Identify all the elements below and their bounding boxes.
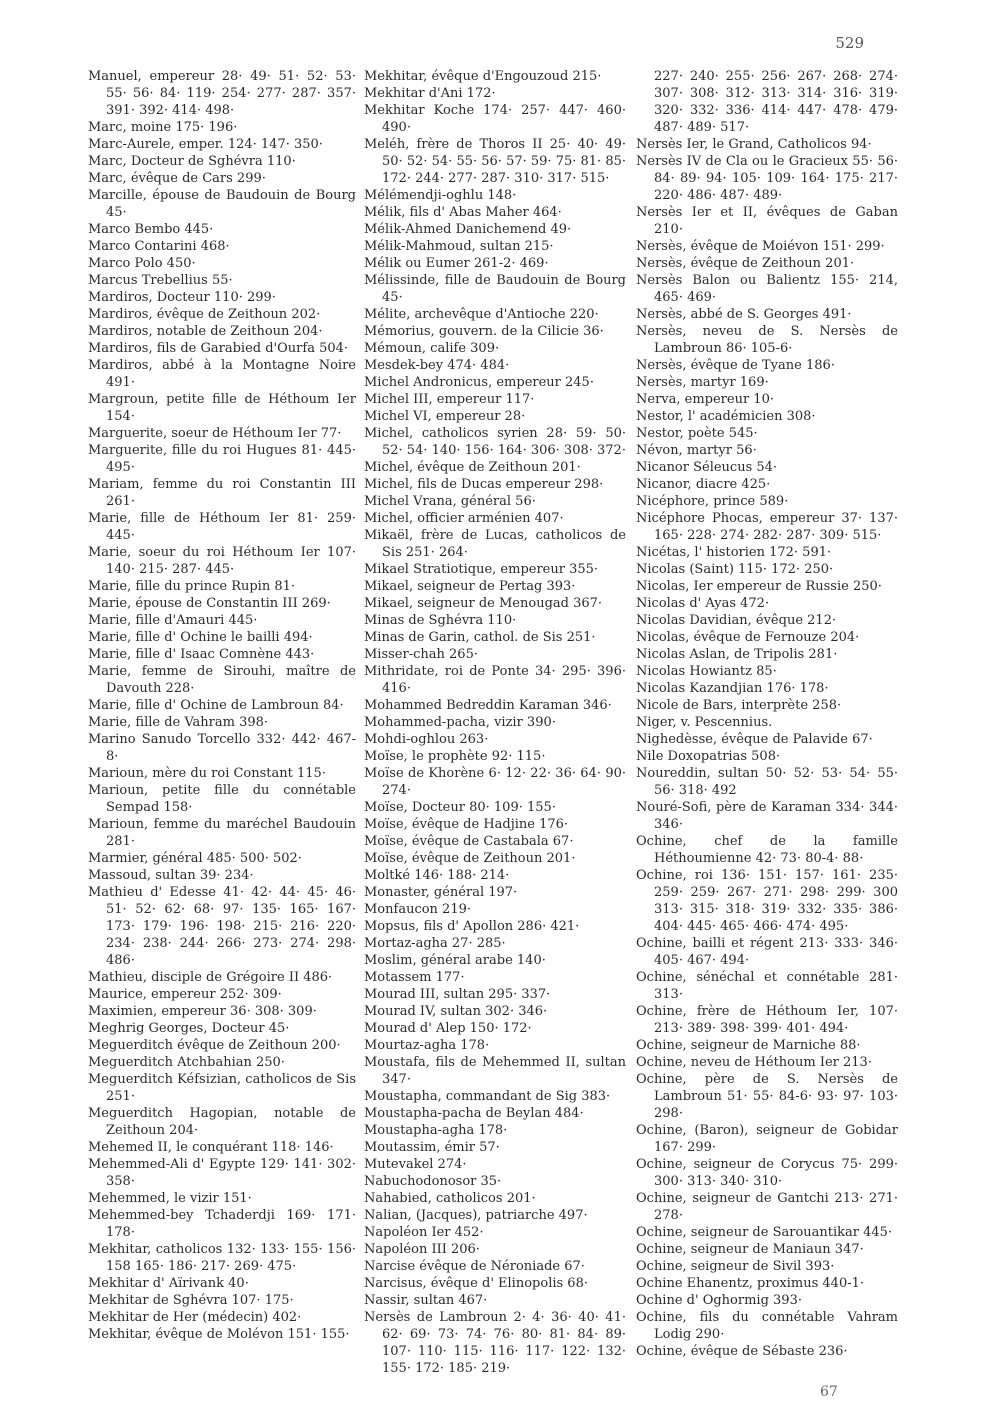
index-entry: Nicolas (Saint) 115· 172· 250· xyxy=(636,562,834,577)
index-entry: Maximien, empereur 36· 308· 309· xyxy=(88,1004,317,1019)
index-entry: Narcisus, évêque d' Elinopolis 68· xyxy=(364,1276,588,1291)
index-entry: Mohammed-pacha, vizir 390· xyxy=(364,715,556,730)
index-entry: Marc, évêque de Cars 299· xyxy=(88,171,266,186)
index-entry: Ochine, seigneur de Gantchi 213· 271· 278· xyxy=(636,1191,898,1223)
index-entry: Marc, moine 175· 196· xyxy=(88,120,238,135)
index-entry: Ochine Ehanentz, proximus 440-1· xyxy=(636,1276,865,1291)
index-entry: Monaster, général 197· xyxy=(364,885,518,900)
index-entry: Mithridate, roi de Ponte 34· 295· 396· 416· xyxy=(364,664,626,696)
index-entry: Ochine, seigneur de Maniaun 347· xyxy=(636,1242,864,1257)
index-entry: Nerva, empereur 10· xyxy=(636,392,774,407)
index-entry: Marcus Trebellius 55· xyxy=(88,273,233,288)
index-entry: Mikael, seigneur de Pertag 393· xyxy=(364,579,576,594)
index-entry: Marco Contarini 468· xyxy=(88,239,230,254)
index-entry: Mutevakel 274· xyxy=(364,1157,467,1172)
index-entry: 227· 240· 255· 256· 267· 268· 274· 307· 308· 312· 313· 314· 316· 319· 320· 332· 336· 414· 447· 478· 479· 487· 489· 517· xyxy=(654,69,898,135)
index-entry: Napoléon Ier 452· xyxy=(364,1225,484,1240)
index-entry: Marmier, général 485· 500· 502· xyxy=(88,851,302,866)
index-entry: Nestor, l' académicien 308· xyxy=(636,409,816,424)
index-entry: Mohammed Bedreddin Karaman 346· xyxy=(364,698,612,713)
index-entry: Mélik-Mahmoud, sultan 215· xyxy=(364,239,554,254)
index-entry: Moustapha, commandant de Sig 383· xyxy=(364,1089,611,1104)
index-entry: Marie, fille d' Ochine le bailli 494· xyxy=(88,630,313,645)
index-entry: Marino Sanudo Torcello 332· 442· 467-8· xyxy=(88,732,356,764)
index-entry: Ochine, fils du connétable Vahram Lodig 290· xyxy=(636,1310,898,1342)
index-entry: Nersès, évêque de Moiévon 151· 299· xyxy=(636,239,885,254)
index-entry: Nicolas d' Ayas 472· xyxy=(636,596,770,611)
index-entry: Noureddin, sultan 50· 52· 53· 54· 55· 56· 318· 492 xyxy=(636,766,898,798)
index-entry: Marioun, femme du maréchel Baudouin 281· xyxy=(88,817,356,849)
index-entry: Moustafa, fils de Mehemmed II, sultan 347· xyxy=(364,1055,626,1087)
index-entry: Minas de Sghévra 110· xyxy=(364,613,517,628)
index-entry: Mekhitar Koche 174· 257· 447· 460· 490· xyxy=(364,103,626,135)
index-entry: Ochine, bailli et régent 213· 333· 346· 405· 467· 494· xyxy=(636,936,898,968)
index-entry: Mardiros, évêque de Zeithoun 202· xyxy=(88,307,321,322)
index-entry: Mélissinde, fille de Baudouin de Bourg 45· xyxy=(364,273,626,305)
index-entry: Nouré-Sofi, père de Karaman 334· 344· 346· xyxy=(636,800,898,832)
index-entry: Mélite, archevêque d'Antioche 220· xyxy=(364,307,599,322)
index-column-2 xyxy=(364,68,626,1377)
index-entry: Ochine, neveu de Héthoum Ier 213· xyxy=(636,1055,872,1070)
index-entry: Nassir, sultan 467· xyxy=(364,1293,488,1308)
index-entry: Mémorius, gouvern. de la Cilicie 36· xyxy=(364,324,604,339)
index-entry: Mardiros, abbé à la Montagne Noire 491· xyxy=(88,358,356,390)
index-entry: Mekhitar, catholicos 132· 133· 155· 156· 158 165· 186· 217· 269· 475· xyxy=(88,1242,356,1274)
index-entry: Meguerditch évêque de Zeithoun 200· xyxy=(88,1038,341,1053)
index-entry: Nicolas, évêque de Fernouze 204· xyxy=(636,630,860,645)
index-entry: Mekhitar, évêque d'Engouzoud 215· xyxy=(364,69,602,84)
index-entry: Michel VI, empereur 28· xyxy=(364,409,526,424)
index-entry: Mopsus, fils d' Apollon 286· 421· xyxy=(364,919,580,934)
index-entry: Marie, épouse de Constantin III 269· xyxy=(88,596,331,611)
index-entry: Marie, fille du prince Rupin 81· xyxy=(88,579,296,594)
index-entry: Marcille, épouse de Baudouin de Bourg 45· xyxy=(88,188,356,220)
index-entry: Misser-chah 265· xyxy=(364,647,478,662)
index-entry: Ochine, seigneur de Sivil 393· xyxy=(636,1259,835,1274)
index-entry: Mélik, fils d' Abas Maher 464· xyxy=(364,205,562,220)
index-entry: Michel III, empereur 117· xyxy=(364,392,535,407)
index-entry: Mesdek-bey 474· 484· xyxy=(364,358,510,373)
index-entry: Ochine, (Baron), seigneur de Gobidar 167· 299· xyxy=(636,1123,898,1155)
index-entry: Mathieu, disciple de Grégoire II 486· xyxy=(88,970,333,985)
index-entry: Marie, fille d' Isaac Comnène 443· xyxy=(88,647,315,662)
index-entry: Ochine d' Oghormig 393· xyxy=(636,1293,802,1308)
index-entry: Nersès Ier, le Grand, Catholicos 94· xyxy=(636,137,872,152)
index-entry: Michel, catholicos syrien 28· 59· 50· 52· 54· 140· 156· 164· 306· 308· 372· xyxy=(364,426,626,458)
index-entry: Nersès IV de Cla ou le Gracieux 55· 56· 84· 89· 94· 105· 109· 164· 175· 217· 220· 486· 487· 489· xyxy=(636,154,898,203)
index-entry: Moustapha-agha 178· xyxy=(364,1123,508,1138)
index-entry: Nersès, évêque de Tyane 186· xyxy=(636,358,835,373)
index-entry: Meghrig Georges, Docteur 45· xyxy=(88,1021,290,1036)
index-entry: Ochine, sénéchal et connétable 281· 313· xyxy=(636,970,898,1002)
index-entry: Nicolas Davidian, évêque 212· xyxy=(636,613,837,628)
index-entry: Marco Bembo 445· xyxy=(88,222,214,237)
index-entry: Manuel, empereur 28· 49· 51· 52· 53· 55· 56· 84· 119· 254· 277· 287· 357· 391· 392· 414· 498· xyxy=(88,69,356,118)
index-entry: Meguerditch Kéfsizian, catholicos de Sis 251· xyxy=(88,1072,356,1104)
index-entry: Mekhitar de Sghévra 107· 175· xyxy=(88,1293,294,1308)
index-column-1 xyxy=(88,68,356,1343)
index-entry: Michel, fils de Ducas empereur 298· xyxy=(364,477,604,492)
index-entry: Nicanor Séleucus 54· xyxy=(636,460,778,475)
index-entry: Mikael Stratiotique, empereur 355· xyxy=(364,562,599,577)
index-entry: Minas de Garin, cathol. de Sis 251· xyxy=(364,630,596,645)
index-entry: Marioun, mère du roi Constant 115· xyxy=(88,766,326,781)
index-entry: Nersès Balon ou Balientz 155· 214, 465· 469· xyxy=(636,273,898,305)
index-entry: Michel, officier arménien 407· xyxy=(364,511,564,526)
index-entry: Nicolas Kazandjian 176· 178· xyxy=(636,681,829,696)
index-entry: Mekhitar d' Aïrivank 40· xyxy=(88,1276,249,1291)
index-entry: Ochine, chef de la famille Héthoumienne 42· 73· 80-4· 88· xyxy=(636,834,898,866)
index-entry: Marioun, petite fille du connétable Sempad 158· xyxy=(88,783,356,815)
index-entry: Nicole de Bars, interprète 258· xyxy=(636,698,842,713)
index-entry: Nahabied, catholicos 201· xyxy=(364,1191,536,1206)
index-entry: Marie, fille d'Amauri 445· xyxy=(88,613,258,628)
index-entry: Napoléon III 206· xyxy=(364,1242,480,1257)
index-entry: Motassem 177· xyxy=(364,970,465,985)
index-entry: Nestor, poète 545· xyxy=(636,426,758,441)
index-entry: Nersès, martyr 169· xyxy=(636,375,769,390)
index-entry: Mariam, femme du roi Constantin III 261· xyxy=(88,477,356,509)
index-entry: Mekhitar, évêque de Molévon 151· 155· xyxy=(88,1327,350,1342)
index-entry: Mélémendji-oghlu 148· xyxy=(364,188,517,203)
index-entry: Mehemmed-Ali d' Egypte 129· 141· 302· 358· xyxy=(88,1157,356,1189)
index-entry: Marco Polo 450· xyxy=(88,256,196,271)
index-entry: Mardiros, notable de Zeithoun 204· xyxy=(88,324,323,339)
index-entry: Marie, soeur du roi Héthoum Ier 107· 140· 215· 287· 445· xyxy=(88,545,356,577)
index-entry: Ochine, seigneur de Corycus 75· 299· 300· 313· 340· 310· xyxy=(636,1157,898,1189)
index-entry: Mardiros, Docteur 110· 299· xyxy=(88,290,276,305)
index-entry: Nersès de Lambroun 2· 4· 36· 40· 41· 62· 69· 73· 74· 76· 80· 81· 84· 89· 107· 110· 115· 116· 117· 122· 132· 155· 172· 185· 219· xyxy=(364,1310,626,1376)
index-entry: Meléh, frère de Thoros II 25· 40· 49· 50· 52· 54· 55· 56· 57· 59· 75· 81· 85· 172· 244· 277· 287· 310· 317· 515· xyxy=(364,137,626,186)
index-entry: Mathieu d' Edesse 41· 42· 44· 45· 46· 51· 52· 62· 68· 97· 135· 165· 167· 173· 179· 196· 198· 215· 216· 220· 234· 238· 244· 266· 273· 274· 298· 486· xyxy=(88,885,356,968)
index-entry: Mehemmed-bey Tchaderdji 169· 171· 178· xyxy=(88,1208,356,1240)
index-entry: Nersès Ier et II, évêques de Gaban 210· xyxy=(636,205,898,237)
index-entry: Meguerditch Hagopian, notable de Zeithoun 204· xyxy=(88,1106,356,1138)
index-entry: Mourad IV, sultan 302· 346· xyxy=(364,1004,548,1019)
index-entry: Moslim, général arabe 140· xyxy=(364,953,546,968)
index-entry: Niger, v. Pescennius. xyxy=(636,715,773,730)
index-entry: Nicéphore Phocas, empereur 37· 137· 165· 228· 274· 282· 287· 309· 515· xyxy=(636,511,898,543)
page-number: 529 xyxy=(835,34,864,52)
index-entry: Mourtaz-agha 178· xyxy=(364,1038,490,1053)
signature-mark: 67 xyxy=(820,1384,838,1400)
index-entry: Moltké 146· 188· 214· xyxy=(364,868,510,883)
index-entry: Moïse, évêque de Zeithoun 201· xyxy=(364,851,576,866)
index-entry: Mehemmed, le vizir 151· xyxy=(88,1191,252,1206)
index-entry: Nicanor, diacre 425· xyxy=(636,477,771,492)
index-entry: Ochine, seigneur de Sarouantikar 445· xyxy=(636,1225,893,1240)
index-entry: Nalian, (Jacques), patriarche 497· xyxy=(364,1208,588,1223)
index-entry: Moïse, évêque de Castabala 67· xyxy=(364,834,574,849)
index-entry: Margroun, petite fille de Héthoum Ier 154· xyxy=(88,392,356,424)
index-entry: Marc, Docteur de Sghévra 110· xyxy=(88,154,296,169)
index-entry: Michel, évêque de Zeithoun 201· xyxy=(364,460,581,475)
index-entry: Mohdi-oghlou 263· xyxy=(364,732,489,747)
index-entry: Ochine, évêque de Sébaste 236· xyxy=(636,1344,848,1359)
index-entry: Ochine, seigneur de Marniche 88· xyxy=(636,1038,861,1053)
index-entry: Nicétas, l' historien 172· 591· xyxy=(636,545,832,560)
index-entry: Mélik-Ahmed Danichemend 49· xyxy=(364,222,572,237)
index-entry: Nicolas Aslan, de Tripolis 281· xyxy=(636,647,838,662)
index-entry: Moïse de Khorène 6· 12· 22· 36· 64· 90· 274· xyxy=(364,766,626,798)
index-entry: Ochine, roi 136· 151· 157· 161· 235· 259· 259· 267· 271· 298· 299· 300 313· 315· 318· 319· 332· 335· 386· 404· 445· 465· 466· 474· 495· xyxy=(636,868,898,934)
index-column-3 xyxy=(636,68,898,1360)
index-entry: Monfaucon 219· xyxy=(364,902,472,917)
index-entry: Marc-Aurele, emper. 124· 147· 350· xyxy=(88,137,323,152)
index-entry: Nighedèsse, évêque de Palavide 67· xyxy=(636,732,873,747)
index-entry: Marie, fille de Héthoum Ier 81· 259· 445· xyxy=(88,511,356,543)
index-entry: Moïse, le prophète 92· 115· xyxy=(364,749,546,764)
index-entry: Nersès, neveu de S. Nersès de Lambroun 86· 105-6· xyxy=(636,324,898,356)
index-entry: Marguerite, fille du roi Hugues 81· 445· 495· xyxy=(88,443,356,475)
index-entry: Ochine, frère de Héthoum Ier, 107· 213· 389· 398· 399· 401· 494· xyxy=(636,1004,898,1036)
index-entry: Mourad d' Alep 150· 172· xyxy=(364,1021,532,1036)
index-entry: Ochine, père de S. Nersès de Lambroun 51· 55· 84-6· 93· 97· 103· 298· xyxy=(636,1072,898,1121)
index-entry: Meguerditch Atchbahian 250· xyxy=(88,1055,285,1070)
index-entry: Marie, femme de Sirouhi, maître de Davouth 228· xyxy=(88,664,356,696)
index-entry: Mélik ou Eumer 261-2· 469· xyxy=(364,256,549,271)
index-entry: Maurice, empereur 252· 309· xyxy=(88,987,282,1002)
index-entry: Moustapha-pacha de Beylan 484· xyxy=(364,1106,584,1121)
index-entry: Marguerite, soeur de Héthoum Ier 77· xyxy=(88,426,342,441)
index-entry: Michel Andronicus, empereur 245· xyxy=(364,375,594,390)
index-entry: Nabuchodonosor 35· xyxy=(364,1174,502,1189)
index-entry: Moïse, Docteur 80· 109· 155· xyxy=(364,800,556,815)
index-entry: Mourad III, sultan 295· 337· xyxy=(364,987,551,1002)
index-entry: Massoud, sultan 39· 234· xyxy=(88,868,254,883)
index-entry: Nile Doxopatrias 508· xyxy=(636,749,781,764)
index-entry: Mikaël, frère de Lucas, catholicos de Sis 251· 264· xyxy=(364,528,626,560)
index-entry: Nicolas, Ier empereur de Russie 250· xyxy=(636,579,882,594)
index-entry: Nersès, abbé de S. Georges 491· xyxy=(636,307,852,322)
index-entry: Nersès, évêque de Zeithoun 201· xyxy=(636,256,855,271)
index-entry: Névon, martyr 56· xyxy=(636,443,757,458)
index-entry: Moutassim, émir 57· xyxy=(364,1140,500,1155)
index-entry: Marie, fille de Vahram 398· xyxy=(88,715,269,730)
index-entry: Mardiros, fils de Garabied d'Ourfa 504· xyxy=(88,341,349,356)
index-entry: Mekhitar d'Ani 172· xyxy=(364,86,496,101)
index-entry: Mikael, seigneur de Menougad 367· xyxy=(364,596,603,611)
index-entry: Mémoun, calife 309· xyxy=(364,341,500,356)
index-entry: Mekhitar de Her (médecin) 402· xyxy=(88,1310,302,1325)
index-entry: Nicéphore, prince 589· xyxy=(636,494,789,509)
index-entry: Mehemed II, le conquérant 118· 146· xyxy=(88,1140,334,1155)
index-entry: Narcise évêque de Néroniade 67· xyxy=(364,1259,585,1274)
index-entry: Mortaz-agha 27· 285· xyxy=(364,936,506,951)
index-entry: Michel Vrana, général 56· xyxy=(364,494,536,509)
index-entry: Marie, fille d' Ochine de Lambroun 84· xyxy=(88,698,344,713)
index-entry: Moïse, évêque de Hadjine 176· xyxy=(364,817,569,832)
index-entry: Nicolas Howiantz 85· xyxy=(636,664,777,679)
